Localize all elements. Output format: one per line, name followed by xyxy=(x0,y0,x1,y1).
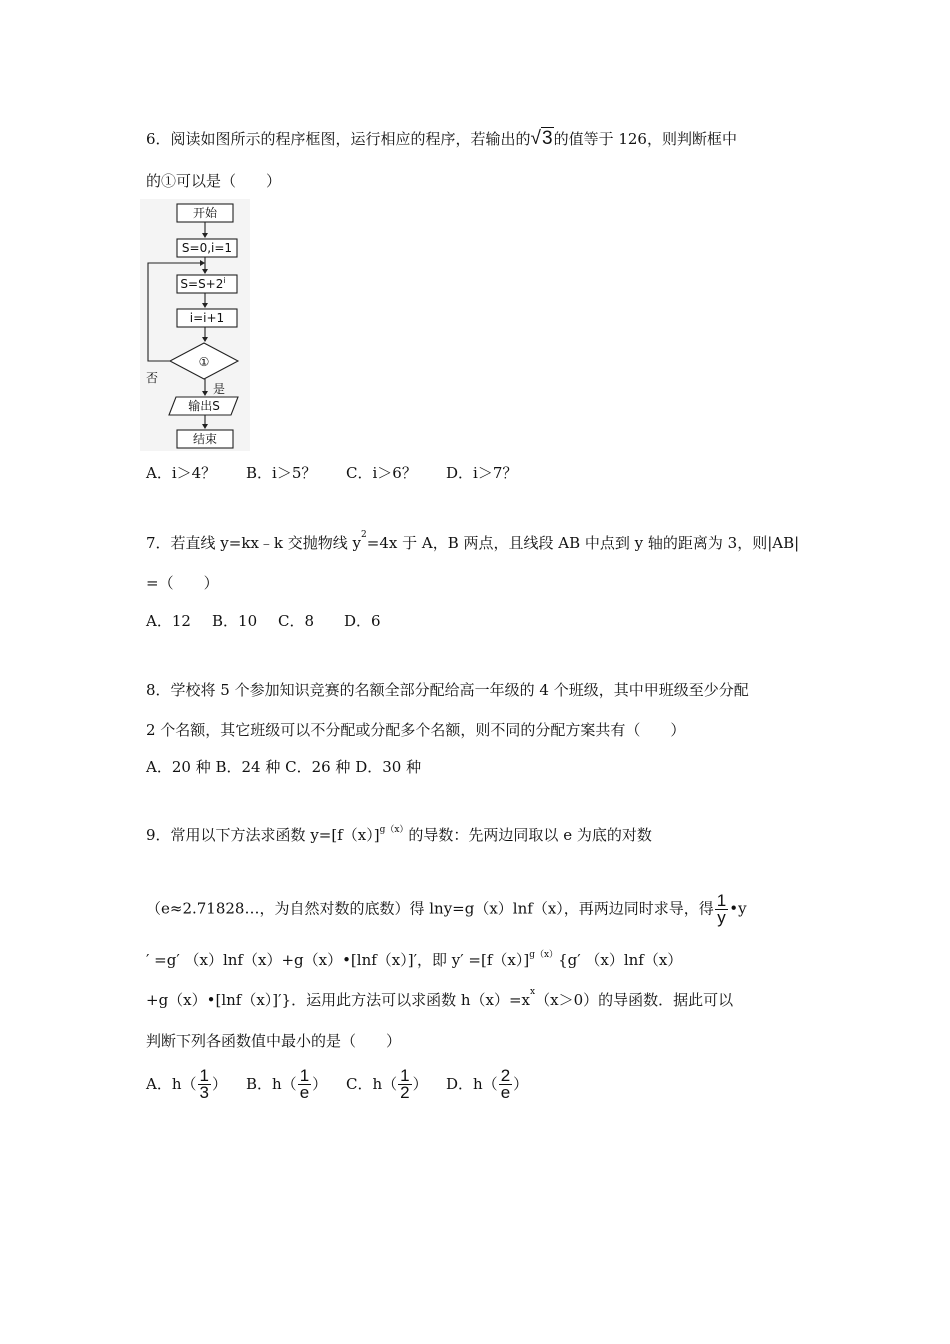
flowchart-increment-label: i=i+1 xyxy=(189,311,225,325)
q7-line1 xyxy=(146,532,799,553)
q9-line5: 判断下列各函数值中最小的是（ ） xyxy=(146,1032,402,1050)
q9-option-a-fraction xyxy=(198,1068,211,1101)
q9-line1-text-a: 9．常用以下方法求函数 y=[f（x）] xyxy=(146,826,380,844)
q6-option-d: D．i＞7？ xyxy=(446,464,518,482)
q6-option-b: B．i＞5？ xyxy=(246,464,317,482)
q9-line4 xyxy=(146,989,733,1010)
flowchart-start-label: 开始 xyxy=(192,206,218,220)
q9-line1-text-b: 的导数：先两边同取以 e 为底的对数 xyxy=(408,826,652,844)
q7-option-a: A．12 xyxy=(146,612,191,630)
q6-options xyxy=(146,462,517,483)
flowchart-no-label: 否 xyxy=(145,371,159,385)
fraction-numerator: 1 xyxy=(199,1066,209,1085)
q7-text-a: 7．若直线 y=kx﹣k 交抛物线 y xyxy=(146,534,362,552)
flowchart-condition-label: ① xyxy=(198,355,210,369)
program-flowchart xyxy=(140,199,250,451)
q9-option-d xyxy=(446,1068,528,1101)
q8-line2: 2 个名额，其它班级可以不分配或分配多个名额，则不同的分配方案共有（ ） xyxy=(146,721,686,739)
q7-text-b: =4x 于 A，B 两点，且线段 AB 中点到 y 轴的距离为 3，则|AB| xyxy=(366,534,800,552)
flowchart-sum-label xyxy=(180,276,225,291)
q9-line1-exponent: g（x） xyxy=(379,825,409,835)
q7-option-b: B．10 xyxy=(212,612,258,630)
q9-option-c-label: C．h（ xyxy=(346,1074,398,1093)
sqrt-expression: √3 xyxy=(530,128,553,149)
q7-exponent: 2 xyxy=(361,530,367,540)
q7-line2: =（ ） xyxy=(146,574,219,592)
q9-line2-text-a: （e≈2.71828…，为自然对数的底数）得 lny=g（x）lnf（x），再两边同时求导，得 xyxy=(146,899,714,918)
sqrt-radicand: 3 xyxy=(541,128,553,149)
fraction-denominator: e xyxy=(299,1083,310,1102)
q6-option-c: C．i＞6？ xyxy=(346,464,417,482)
fraction-denominator: y xyxy=(717,908,726,927)
q9-line3 xyxy=(146,949,682,970)
q9-line2-text-b: •y xyxy=(729,899,747,918)
q9-line1 xyxy=(146,824,652,845)
q9-option-b-close: ） xyxy=(312,1074,328,1093)
fraction-numerator: 1 xyxy=(400,1066,410,1085)
fraction-denominator: 2 xyxy=(400,1083,410,1102)
q6-line1 xyxy=(146,128,737,150)
q9-option-a-close: ） xyxy=(211,1074,227,1093)
q9-option-d-label: D．h（ xyxy=(446,1074,498,1093)
fraction-denominator: 3 xyxy=(199,1083,209,1102)
q7-option-c: C．8 xyxy=(278,612,315,630)
q9-option-c xyxy=(346,1068,446,1101)
flowchart-output-label: 输出S xyxy=(188,399,220,413)
q9-option-a-label: A．h（ xyxy=(146,1074,197,1093)
flowchart-yes-label: 是 xyxy=(212,382,226,396)
q9-option-b-fraction xyxy=(298,1068,311,1101)
q7-option-d: D．6 xyxy=(344,612,381,630)
q7-options xyxy=(146,610,381,631)
flowchart-sum-exp: i xyxy=(223,276,226,285)
flowchart-init-label: S=0,i=1 xyxy=(181,241,233,255)
fraction-numerator: 1 xyxy=(299,1066,310,1085)
q9-line3-text-b: {g′ （x）lnf（x） xyxy=(558,951,683,969)
q9-option-b xyxy=(246,1068,346,1101)
fraction-numerator: 1 xyxy=(716,891,727,910)
flowchart-sum-base: S=S+2 xyxy=(180,277,224,291)
q6-line2: 的①可以是（ ） xyxy=(146,172,282,190)
q9-option-c-close: ） xyxy=(412,1074,428,1093)
q9-line3-exponent: g（x） xyxy=(529,950,559,960)
q9-line2 xyxy=(146,893,747,926)
q9-option-d-close: ） xyxy=(513,1074,529,1093)
q6-option-a: A．i＞4？ xyxy=(146,464,217,482)
q9-option-b-label: B．h（ xyxy=(246,1074,297,1093)
q9-option-a xyxy=(146,1068,246,1101)
q9-line3-text-a: ′ =g′ （x）lnf（x）+g（x）•[lnf（x）]′，即 y′ =[f（x）] xyxy=(146,951,530,969)
q8-line1: 8．学校将 5 个参加知识竞赛的名额全部分配给高一年级的 4 个班级，其中甲班级至少分配 xyxy=(146,681,749,699)
q9-option-c-fraction xyxy=(398,1068,411,1101)
q9-line4-exponent: x xyxy=(530,987,536,997)
q6-text-b: 的值等于 126，则判断框中 xyxy=(553,130,737,148)
fraction-numerator: 2 xyxy=(500,1066,511,1085)
fraction-1-over-y xyxy=(715,893,728,926)
q9-options xyxy=(146,1068,528,1101)
fraction-denominator: e xyxy=(500,1083,511,1102)
q9-option-d-fraction xyxy=(499,1068,512,1101)
q6-text-a: 6．阅读如图所示的程序框图，运行相应的程序，若输出的 xyxy=(146,130,531,148)
q8-options: A．20 种 B．24 种 C．26 种 D．30 种 xyxy=(146,758,422,776)
q9-line4-text-a: +g（x）•[lnf（x）]′}．运用此方法可以求函数 h（x）=x xyxy=(146,991,531,1009)
flowchart-end-label: 结束 xyxy=(192,432,218,446)
q9-line4-text-b: （x＞0）的导函数．据此可以 xyxy=(535,991,734,1009)
